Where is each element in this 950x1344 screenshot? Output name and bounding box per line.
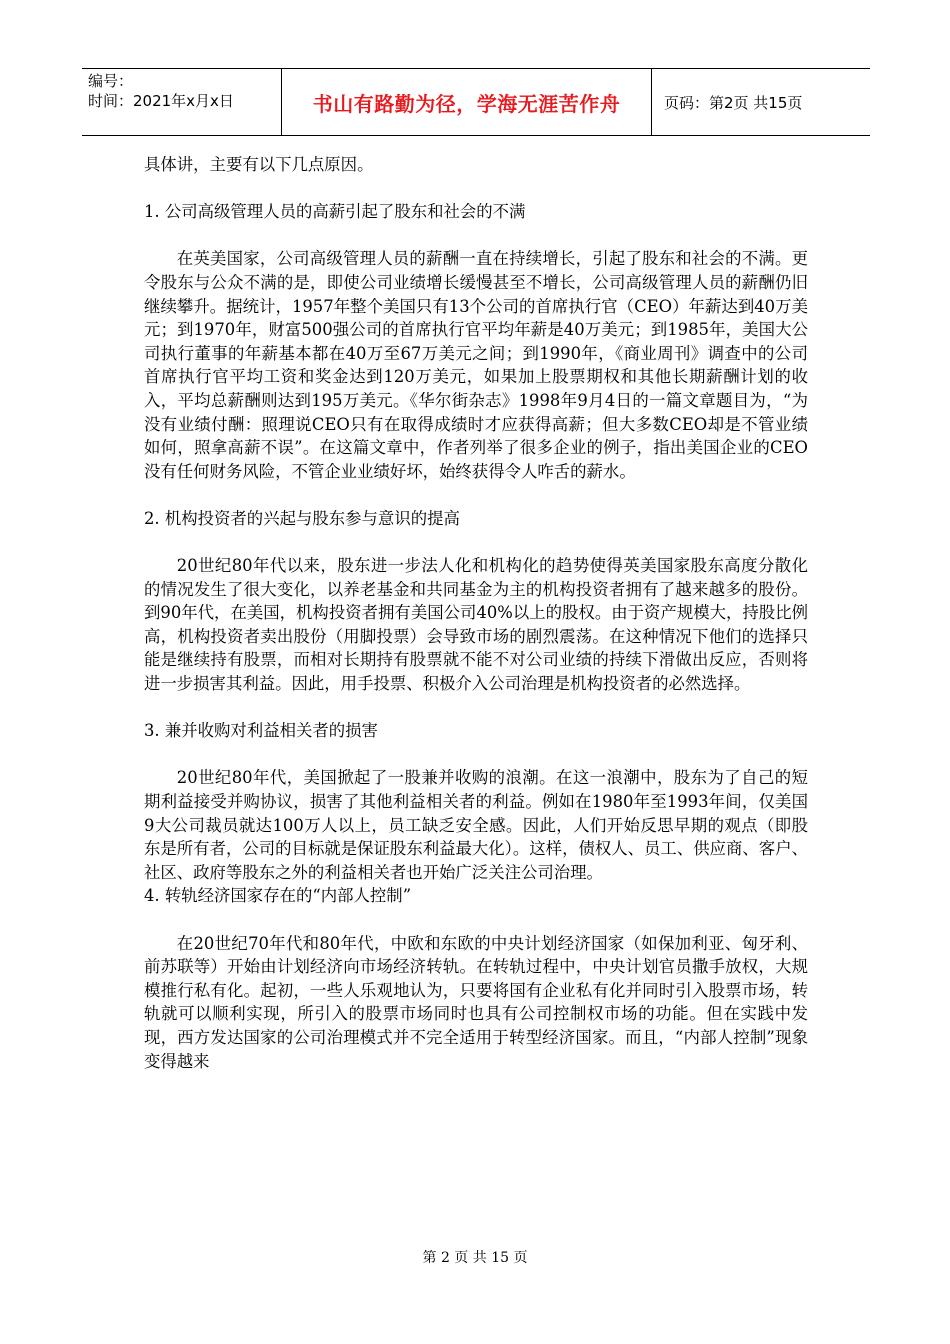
section-heading-3: 3. 兼并收购对利益相关者的损害	[144, 721, 378, 741]
header-page-info: 页码：第2页 共15页	[664, 93, 803, 112]
intro-paragraph: 具体讲，主要有以下几点原因。	[144, 155, 374, 174]
section-paragraph-4: 在20世纪70年代和80年代，中欧和东欧的中央计划经济国家（如保加利亚、匈牙利、前苏联等）开始由计划经济向市场经济转轨。在转轨过程中，中央计划官员撒手放权，大规模推行私有化。起初，一些人乐观地认为，只要将国有企业私有化并同时引入股票市场，转轨就可以顺利实现，所引入的股票市场同时也具有公司控制权市场的功能。但在实践中发现，西方发达国家的公司治理模式并不完全适用于转型经济国家。而且，“内部人控制”现象变得越来	[144, 933, 808, 1071]
header-meta-cell	[82, 69, 282, 135]
document-body	[144, 153, 808, 1073]
section-heading-4: 4. 转轨经济国家存在的“内部人控制”	[144, 886, 412, 906]
page-header	[82, 68, 870, 136]
section-paragraph-2: 20世纪80年代以来，股东进一步法人化和机构化的趋势使得英美国家股东高度分散化的情况发生了很大变化，以养老基金和共同基金为主的机构投资者拥有了越来越多的股份。到90年代，在美国，机构投资者拥有美国公司40%以上的股权。由于资产规模大，持股比例高，机构投资者卖出股份（用脚投票）会导致市场的剧烈震荡。在这种情况下他们的选择只能是继续持有股票，而相对长期持有股票就不能不对公司业绩的持续下滑做出反应，否则将进一步损害其利益。因此，用手投票、积极介入公司治理是机构投资者的必然选择。	[144, 556, 808, 694]
section-paragraph-1: 在英美国家，公司高级管理人员的薪酬一直在持续增长，引起了股东和社会的不满。更令股东与公众不满的是，即使公司业绩增长缓慢甚至不增长，公司高级管理人员的薪酬仍旧继续攀升。据统计，1957年整个美国只有13个公司的首席执行官（CEO）年薪达到40万美元；到1970年，财富500强公司的首席执行官平均年薪是40万美元；到1985年，美国大公司执行董事的年薪基本都在40万至67万美元之间；到1990年，《商业周刊》调查中的公司首席执行官平均工资和奖金达到120万美元，如果加上股票期权和其他长期薪酬计划的收入，平均总薪酬则达到195万美元。《华尔街杂志》1998年9月4日的一篇文章题目为，“为没有业绩付酬：照理说CEO只有在取得成绩时才应获得高薪；但大多数CEO却是不管业绩如何，照拿高薪不误”。在这篇文章中，作者列举了很多企业的例子，指出美国企业的CEO没有任何财务风险，不管企业业绩好坏，始终获得令人咋舌的薪水。	[144, 249, 808, 481]
document-number-label: 编号：	[88, 72, 134, 90]
header-motto: 书山有路勤为径，学海无涯苦作舟	[282, 69, 652, 135]
page-footer: 第 2 页 共 15 页	[422, 1250, 528, 1266]
section-heading-2: 2. 机构投资者的兴起与股东参与意识的提高	[144, 508, 460, 528]
document-date-label: 时间：2021年x月x日	[88, 92, 234, 110]
section-heading-1: 1. 公司高级管理人员的高薪引起了股东和社会的不满	[144, 202, 526, 222]
section-paragraph-3: 20世纪80年代，美国掀起了一股兼并收购的浪潮。在这一浪潮中，股东为了自己的短期利益接受并购协议，损害了其他利益相关者的利益。例如在1980年至1993年间，仅美国9大公司裁员就达100万人以上，员工缺乏安全感。因此，人们开始反思早期的观点（即股东是所有者，公司的目标就是保证股东利益最大化）。这样，债权人、员工、供应商、客户、社区、政府等股东之外的利益相关者也开始广泛关注公司治理。	[144, 768, 808, 882]
